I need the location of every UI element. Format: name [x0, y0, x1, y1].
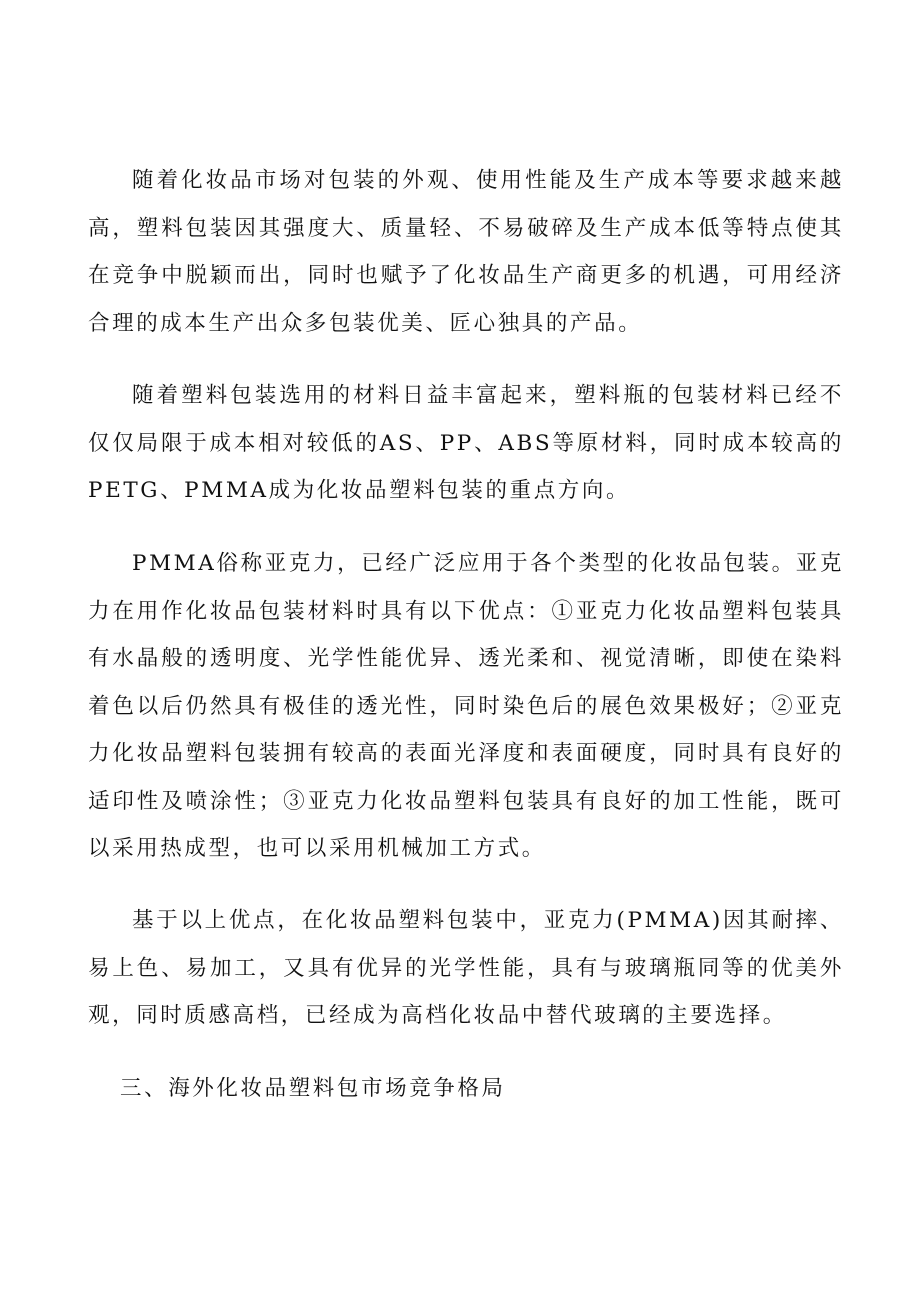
section-heading: 三、海外化妆品塑料包市场竞争格局 [120, 1076, 506, 1101]
paragraph-packaging-materials: 随着塑料包装选用的材料日益丰富起来，塑料瓶的包装材料已经不仅仅局限于成本相对较低的AS、PP、ABS等原材料，同时成本较高的PETG、PMMA成为化妆品塑料包装的重点方向。 [88, 383, 844, 503]
paragraph-pmma-conclusion: 基于以上优点，在化妆品塑料包装中，亚克力(PMMA)因其耐摔、易上色、易加工，又具有优异的光学性能，具有与玻璃瓶同等的优美外观，同时质感高档，已经成为高档化妆品中替代玻璃的主要选择。 [88, 908, 844, 1028]
paragraph-pmma-advantages: PMMA俗称亚克力，已经广泛应用于各个类型的化妆品包装。亚克力在用作化妆品包装材料时具有以下优点：①亚克力化妆品塑料包装具有水晶般的透明度、光学性能优异、透光柔和、视觉清晰，即使在染料着色以后仍然具有极佳的透光性，同时染色后的展色效果极好；②亚克力化妆品塑料包装拥有较高的表面光泽度和表面硬度，同时具有良好的适印性及喷涂性；③亚克力化妆品塑料包装具有良好的加工性能，既可以采用热成型，也可以采用机械加工方式。 [88, 551, 844, 861]
paragraph-plastic-packaging-advantages: 随着化妆品市场对包装的外观、使用性能及生产成本等要求越来越高，塑料包装因其强度大、质量轻、不易破碎及生产成本低等特点使其在竞争中脱颖而出，同时也赋予了化妆品生产商更多的机遇，可用经济合理的成本生产出众多包装优美、匠心独具的产品。 [88, 168, 844, 336]
